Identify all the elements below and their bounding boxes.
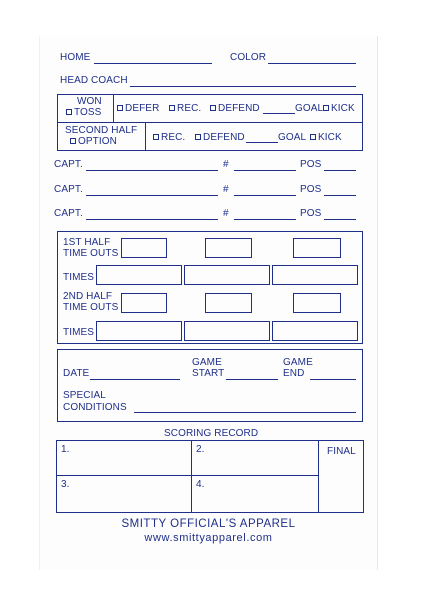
capt-number-label: #	[223, 208, 229, 219]
won-toss-checkbox[interactable]	[66, 109, 72, 115]
first-half-timeout-1[interactable]	[121, 238, 167, 258]
first-half-time-2[interactable]	[184, 265, 270, 285]
first-half-times-label: TIMES	[63, 272, 95, 283]
capt-name-field[interactable]	[86, 195, 218, 196]
capt-label: CAPT.	[54, 208, 83, 219]
capt-number-label: #	[223, 159, 229, 170]
second-kick-option: KICK	[310, 132, 342, 143]
head-coach-label: HEAD COACH	[60, 75, 128, 86]
home-field[interactable]	[94, 63, 212, 64]
second-kick-checkbox[interactable]	[310, 134, 316, 140]
rec-option: REC.	[169, 103, 201, 114]
capt-number-field[interactable]	[234, 170, 296, 171]
special-conditions-field[interactable]	[134, 412, 356, 413]
capt-pos-label: POS	[300, 184, 322, 195]
quarter-2-label: 2.	[196, 444, 205, 455]
quarter-4-cell[interactable]	[192, 476, 318, 512]
capt-pos-field[interactable]	[324, 219, 356, 220]
second-rec-option: REC.	[153, 132, 185, 143]
quarter-3-cell[interactable]	[57, 476, 191, 512]
quarter-3-label: 3.	[61, 479, 70, 490]
capt-pos-field[interactable]	[324, 170, 356, 171]
second-half-label-1: SECOND HALF	[65, 125, 138, 136]
capt-label: CAPT.	[54, 159, 83, 170]
quarter-4-label: 4.	[196, 479, 205, 490]
game-end-label-2: END	[283, 368, 305, 379]
second-rec-checkbox[interactable]	[153, 134, 159, 140]
second-half-times-label: TIMES	[63, 327, 95, 338]
second-half-timeout-3[interactable]	[293, 293, 341, 313]
quarter-1-cell[interactable]	[57, 441, 191, 475]
color-field[interactable]	[268, 63, 356, 64]
option-col-divider	[145, 122, 146, 150]
color-label: COLOR	[230, 52, 267, 63]
game-start-label-1: GAME	[192, 357, 222, 368]
second-half-timeout-1[interactable]	[121, 293, 167, 313]
game-start-label-2: START	[192, 368, 225, 379]
second-half-to-label-1: 2ND HALF	[63, 291, 113, 302]
scoring-record-title: SCORING RECORD	[164, 428, 259, 439]
first-half-label-2: TIME OUTS	[63, 248, 119, 259]
date-field[interactable]	[90, 379, 180, 380]
quarter-1-label: 1.	[61, 444, 70, 455]
second-goal-label: GOAL	[278, 132, 307, 143]
first-half-label-1: 1ST HALF	[63, 237, 111, 248]
second-half-to-label-2: TIME OUTS	[63, 302, 119, 313]
kick-checkbox[interactable]	[323, 105, 329, 111]
capt-name-field[interactable]	[86, 219, 218, 220]
goal-label: GOAL	[295, 103, 324, 114]
first-half-timeout-2[interactable]	[205, 238, 252, 258]
defend-goal-field[interactable]	[263, 113, 295, 114]
special-label-2: CONDITIONS	[63, 402, 127, 413]
head-coach-field[interactable]	[130, 86, 356, 87]
won-toss-label-2: TOSS	[66, 107, 101, 118]
game-end-label-1: GAME	[283, 357, 313, 368]
quarter-2-cell[interactable]	[192, 441, 318, 475]
kick-option: KICK	[323, 103, 355, 114]
won-toss-label-1: WON	[77, 96, 102, 107]
first-half-timeout-3[interactable]	[293, 238, 341, 258]
brand-name: SMITTY OFFICIAL'S APPAREL	[121, 518, 296, 530]
defend-option: DEFEND	[210, 103, 260, 114]
capt-pos-label: POS	[300, 208, 322, 219]
capt-number-field[interactable]	[234, 219, 296, 220]
defer-checkbox[interactable]	[117, 105, 123, 111]
capt-name-field[interactable]	[86, 170, 218, 171]
capt-pos-field[interactable]	[324, 195, 356, 196]
special-label-1: SPECIAL	[63, 390, 106, 401]
second-half-time-1[interactable]	[96, 321, 182, 341]
second-defend-goal-field[interactable]	[246, 142, 278, 143]
second-half-label-2: OPTION	[70, 136, 117, 147]
capt-number-field[interactable]	[234, 195, 296, 196]
second-half-timeout-2[interactable]	[205, 293, 252, 313]
second-half-option-checkbox[interactable]	[70, 138, 76, 144]
game-start-field[interactable]	[226, 379, 278, 380]
first-half-time-1[interactable]	[96, 265, 182, 285]
capt-pos-label: POS	[300, 159, 322, 170]
date-label: DATE	[63, 368, 90, 379]
home-label: HOME	[60, 52, 91, 63]
capt-number-label: #	[223, 184, 229, 195]
second-half-time-2[interactable]	[184, 321, 270, 341]
toss-divider	[58, 122, 362, 123]
game-end-field[interactable]	[310, 379, 356, 380]
brand-url: www.smittyapparel.com	[144, 532, 273, 544]
first-half-time-3[interactable]	[272, 265, 358, 285]
second-defend-checkbox[interactable]	[195, 134, 201, 140]
capt-label: CAPT.	[54, 184, 83, 195]
defer-option: DEFER	[117, 103, 159, 114]
final-label: FINAL	[327, 446, 356, 457]
official-game-card	[39, 36, 378, 570]
rec-checkbox[interactable]	[169, 105, 175, 111]
second-defend-option: DEFEND	[195, 132, 245, 143]
defend-checkbox[interactable]	[210, 105, 216, 111]
second-half-time-3[interactable]	[272, 321, 358, 341]
toss-col-divider	[113, 95, 114, 122]
